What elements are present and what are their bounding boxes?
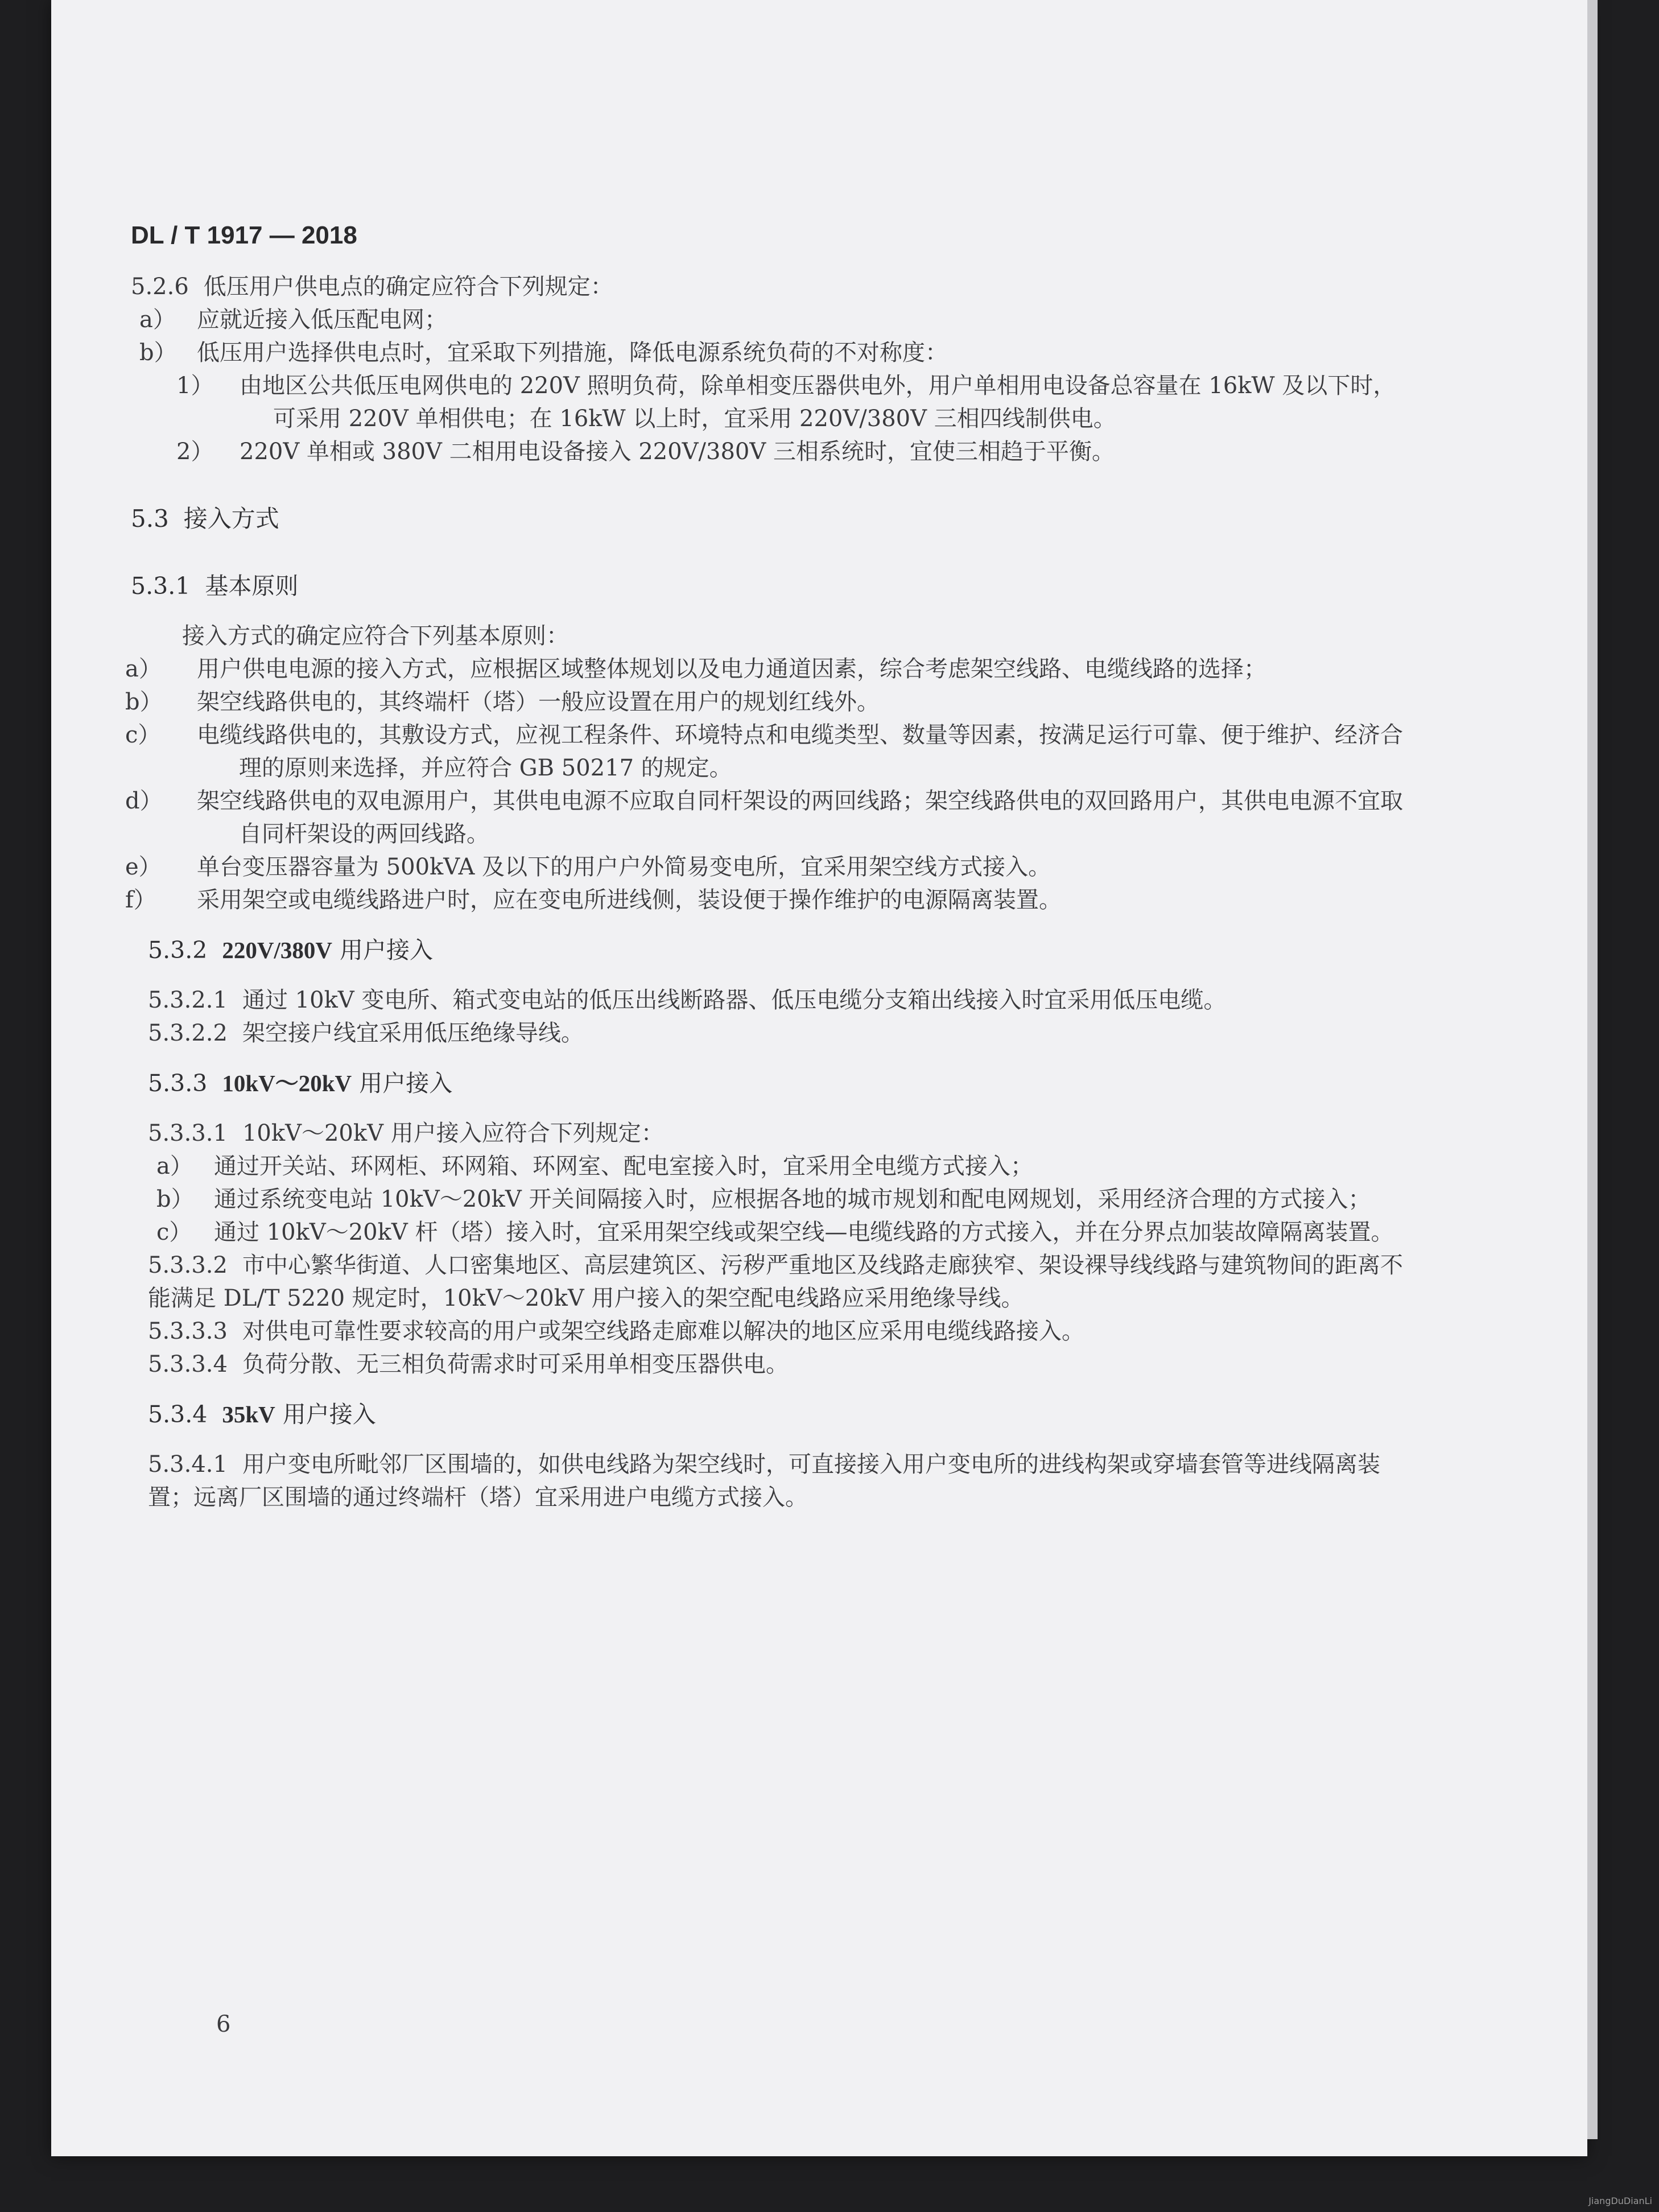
- principles-list: [125, 653, 1417, 917]
- item-text: 架空线路供电的，其终端杆（塔）一般应设置在用户的规划红线外。: [197, 689, 880, 715]
- section-number: 5.3.3: [148, 1070, 208, 1097]
- clause-text: 低压用户供电点的确定应符合下列规定：: [203, 274, 613, 300]
- item-text: 通过系统变电站 10kV～20kV 开关间隔接入时，应根据各地的城市规划和配电网规划，采用经济合理的方式接入；: [214, 1186, 1371, 1212]
- clause-5-3-3-1: [148, 1117, 1417, 1150]
- clause-5-3-4-1: [148, 1448, 1417, 1514]
- section-title: 基本原则: [205, 572, 299, 600]
- section-number: 5.3.1: [131, 572, 191, 600]
- section-heading-5-3-2: [148, 934, 1417, 967]
- section-number: 5.3.4: [148, 1401, 208, 1428]
- section-title: 用户接入: [359, 1070, 453, 1097]
- section-heading-5-3-4: [148, 1398, 1417, 1431]
- section-heading-5-3-1: [131, 569, 1417, 602]
- sub-list-item: 1） 由地区公共低压电网供电的 220V 照明负荷，除单相变压器供电外，用户单相用电设备总容量在 16kW 及以下时，可采用 220V 单相供电；在 16kW 以上时，宜采用 220V/380V 三相四线制供电。: [176, 373, 1396, 432]
- page-edge: [1587, 0, 1598, 2139]
- clause-number: 5.3.2.1: [148, 987, 228, 1013]
- clause-number: 5.3.2.2: [148, 1020, 228, 1046]
- item-text: 低压用户选择供电点时，宜采取下列措施，降低电源系统负荷的不对称度：: [197, 340, 948, 366]
- list-item: b） 通过系统变电站 10kV～20kV 开关间隔接入时，应根据各地的城市规划和配电网规划，采用经济合理的方式接入；: [156, 1186, 1371, 1212]
- clause-number: 5.3.3.4: [148, 1351, 228, 1377]
- section-title: 用户接入: [282, 1401, 376, 1428]
- clause-5-3-3-4: [148, 1348, 1417, 1381]
- clause-5-3-2-1: [148, 984, 1417, 1017]
- section-title: 接入方式: [183, 505, 279, 533]
- standard-code-header: DL / T 1917 — 2018: [131, 221, 357, 249]
- clause-5-2-6: [131, 270, 1417, 303]
- intro-paragraph: 接入方式的确定应符合下列基本原则：: [182, 623, 569, 649]
- list-item: f） 采用架空或电缆线路进户时，应在变电所进线侧，装设便于操作维护的电源隔离装置。: [125, 887, 1062, 913]
- item-text: 220V 单相或 380V 二相用电设备接入 220V/380V 三相系统时，宜使三相趋于平衡。: [240, 439, 1115, 465]
- section-number: 5.3.2: [148, 936, 208, 964]
- page-number: 6: [216, 2011, 231, 2037]
- list-item: e） 单台变压器容量为 500kVA 及以下的用户户外简易变电所，宜采用架空线方式接入。: [125, 854, 1051, 880]
- item-text: 用户供电电源的接入方式，应根据区域整体规划以及电力通道因素，综合考虑架空线路、电缆线路的选择；: [197, 656, 1266, 682]
- item-text: 架空线路供电的双电源用户，其供电电源不应取自同杆架设的两回线路；架空线路供电的双回路用户，其供电电源不宜取自同杆架设的两回线路。: [197, 788, 1403, 847]
- section-5-3-2: [131, 934, 1417, 1514]
- clause-text: 用户变电所毗邻厂区围墙的，如供电线路为架空线时，可直接接入用户变电所的进线构架或穿墙套管等进线隔离装置；远离厂区围墙的通过终端杆（塔）宜采用进户电缆方式接入。: [148, 1451, 1380, 1511]
- item-text: 通过开关站、环网柜、环网箱、环网室、配电室接入时，宜采用全电缆方式接入；: [214, 1153, 1033, 1179]
- item-text: 单台变压器容量为 500kVA 及以下的用户户外简易变电所，宜采用架空线方式接入。: [197, 854, 1051, 880]
- section-title-bold: 35kV: [222, 1401, 275, 1427]
- list-item: a） 用户供电电源的接入方式，应根据区域整体规划以及电力通道因素，综合考虑架空线路、电缆线路的选择；: [125, 656, 1266, 682]
- list-item: b） 架空线路供电的，其终端杆（塔）一般应设置在用户的规划红线外。: [125, 689, 880, 715]
- list-item: b） 低压用户选择供电点时，宜采取下列措施，降低电源系统负荷的不对称度：: [139, 340, 948, 366]
- item-text: 由地区公共低压电网供电的 220V 照明负荷，除单相变压器供电外，用户单相用电设备总容量在 16kW 及以下时，可采用 220V 单相供电；在 16kW 以上时，宜采用 220V/380V 三相四线制供电。: [240, 373, 1396, 432]
- list-item: a） 通过开关站、环网柜、环网箱、环网室、配电室接入时，宜采用全电缆方式接入；: [156, 1153, 1033, 1179]
- clause-text: 架空接户线宜采用低压绝缘导线。: [242, 1020, 584, 1046]
- section-title: 用户接入: [339, 936, 433, 964]
- clause-number: 5.3.3.2: [148, 1252, 228, 1278]
- clause-number: 5.3.3.3: [148, 1318, 228, 1344]
- clause-text: 对供电可靠性要求较高的用户或架空线路走廊难以解决的地区应采用电缆线路接入。: [242, 1318, 1084, 1344]
- clause-number: 5.2.6: [131, 274, 189, 300]
- access-rules-list: [148, 1150, 1417, 1249]
- item-text: 通过 10kV～20kV 杆（塔）接入时，宜采用架空线或架空线—电缆线路的方式接入，并在分界点加装故障隔离装置。: [214, 1219, 1394, 1245]
- clause-text: 市中心繁华街道、人口密集地区、高层建筑区、污秽严重地区及线路走廊狭窄、架设裸导线线路与建筑物间的距离不能满足 DL/T 5220 规定时，10kV～20kV 用户接入的架空配电线路应采用绝缘导线。: [148, 1252, 1403, 1311]
- list-item: d） 架空线路供电的双电源用户，其供电电源不应取自同杆架设的两回线路；架空线路供电的双回路用户，其供电电源不宜取自同杆架设的两回线路。: [125, 788, 1403, 847]
- section-number: 5.3: [131, 505, 169, 533]
- item-text: 应就近接入低压配电网；: [197, 307, 447, 333]
- section-heading-5-3-3: [148, 1067, 1417, 1100]
- clause-text: 10kV～20kV 用户接入应符合下列规定：: [242, 1120, 664, 1146]
- clause-number: 5.3.4.1: [148, 1451, 228, 1478]
- section-title-bold: 10kV～20kV: [222, 1070, 352, 1096]
- list-item: a） 应就近接入低压配电网；: [139, 307, 447, 333]
- list-item: c） 通过 10kV～20kV 杆（塔）接入时，宜采用架空线或架空线—电缆线路的方式接入，并在分界点加装故障隔离装置。: [156, 1219, 1394, 1245]
- document-body: [125, 219, 1417, 1514]
- item-text: 电缆线路供电的，其敷设方式，应视工程条件、环境特点和电缆类型、数量等因素，按满足运行可靠、便于维护、经济合理的原则来选择，并应符合 GB 50217 的规定。: [197, 722, 1403, 781]
- section-heading-5-3: [131, 502, 1417, 535]
- clause-5-3-2-2: [148, 1017, 1417, 1050]
- corner-watermark: JiangDuDianLi: [1588, 2196, 1652, 2206]
- sub-list-item: 2） 220V 单相或 380V 二相用电设备接入 220V/380V 三相系统时，宜使三相趋于平衡。: [176, 439, 1115, 465]
- clause-5-3-3-2: [148, 1249, 1417, 1315]
- clause-text: 负荷分散、无三相负荷需求时可采用单相变压器供电。: [242, 1351, 789, 1377]
- section-title-bold: 220V/380V: [222, 937, 332, 963]
- clause-number: 5.3.3.1: [148, 1120, 228, 1146]
- item-text: 采用架空或电缆线路进户时，应在变电所进线侧，装设便于操作维护的电源隔离装置。: [197, 887, 1062, 913]
- clause-text: 通过 10kV 变电所、箱式变电站的低压出线断路器、低压电缆分支箱出线接入时宜采用低压电缆。: [242, 987, 1227, 1013]
- clause-5-3-3-3: [148, 1315, 1417, 1348]
- list-item: c） 电缆线路供电的，其敷设方式，应视工程条件、环境特点和电缆类型、数量等因素，按满足运行可靠、便于维护、经济合理的原则来选择，并应符合 GB 50217 的规定。: [125, 722, 1403, 781]
